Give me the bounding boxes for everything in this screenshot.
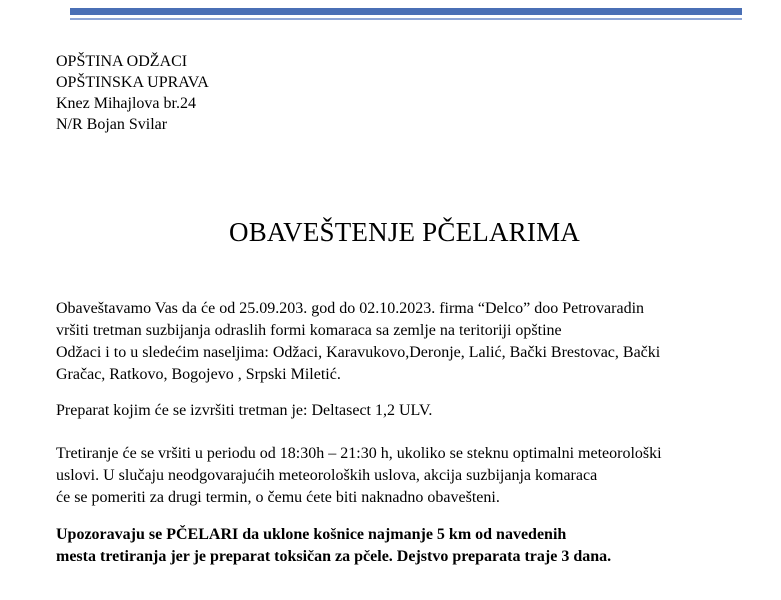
header-rule-thick bbox=[70, 8, 742, 15]
address-line-administration: OPŠTINSKA UPRAVA bbox=[56, 74, 209, 91]
address-line-street: Knez Mihajlova br.24 bbox=[56, 95, 196, 112]
paragraph-line: uslovi. U slučaju neodgovarajućih meteoroloških uslova, akcija suzbijanja komaraca bbox=[56, 467, 598, 484]
paragraph-preparation bbox=[56, 400, 432, 422]
warning-line: mesta tretiranja jer je preparat toksičan za pčele. Dejstvo preparata traje 3 dana. bbox=[56, 548, 612, 565]
document-title: OBAVEŠTENJE PČELARIMA bbox=[229, 217, 580, 247]
address-line-attention: N/R Bojan Svilar bbox=[56, 116, 168, 133]
address-line-municipality: OPŠTINA ODŽACI bbox=[56, 53, 188, 70]
paragraph-line: vršiti tretman suzbijanja odraslih formi komaraca sa zemlje na teritoriji opštine bbox=[56, 322, 562, 339]
paragraph-announcement bbox=[56, 298, 660, 386]
paragraph-line: Gračac, Ratkovo, Bogojevo , Srpski Miletić. bbox=[56, 366, 341, 383]
paragraph-line: Obaveštavamo Vas da će od 25.09.203. god do 02.10.2023. firma “Delco” doo Petrovaradin bbox=[56, 300, 645, 317]
paragraph-line: Preparat kojim će se izvršiti tretman je: Deltasect 1,2 ULV. bbox=[56, 402, 433, 419]
header-rule-thin bbox=[70, 18, 742, 20]
recipient-address bbox=[56, 51, 209, 135]
header-rule bbox=[70, 8, 742, 22]
paragraph-schedule bbox=[56, 443, 662, 509]
paragraph-line: Odžaci i to u sledećim naseljima: Odžaci, Karavukovo,Deronje, Lalić, Bački Brestovac, Bački bbox=[56, 344, 661, 361]
paragraph-line: će se pomeriti za drugi termin, o čemu ćete biti naknadno obavešteni. bbox=[56, 489, 500, 506]
warning-paragraph bbox=[56, 524, 611, 568]
warning-line: Upozoravaju se PČELARI da uklone košnice najmanje 5 km od navedenih bbox=[56, 526, 567, 543]
paragraph-line: Tretiranje će se vršiti u periodu od 18:30h – 21:30 h, ukoliko se steknu optimalni meteorološki bbox=[56, 445, 662, 462]
